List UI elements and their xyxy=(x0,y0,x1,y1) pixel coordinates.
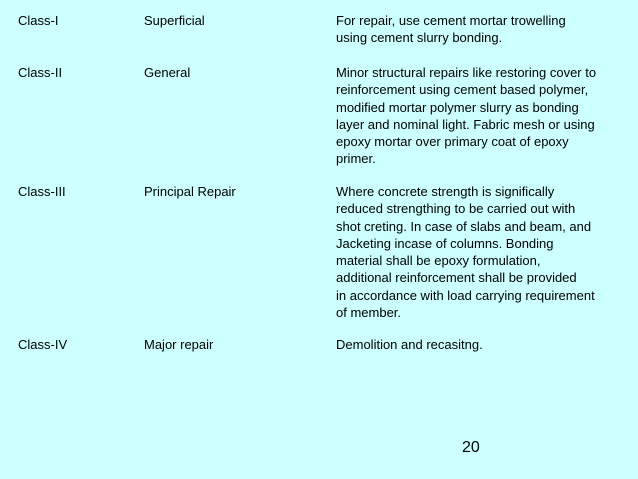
description-line: Jacketing incase of columns. Bonding xyxy=(336,235,554,251)
description-line: material shall be epoxy formulation, xyxy=(336,253,541,269)
class-label: Class-II xyxy=(18,65,63,80)
repair-type: Principal Repair xyxy=(144,184,236,199)
class-label: Class-III xyxy=(18,184,66,199)
description-line: additional reinforcement shall be provided xyxy=(336,270,577,286)
description-line: epoxy mortar over primary coat of epoxy xyxy=(336,134,569,150)
repair-description xyxy=(336,336,483,353)
class-label: Class-I xyxy=(18,13,59,28)
description-line: of member. xyxy=(336,305,402,321)
repair-description xyxy=(336,12,566,47)
description-line: Minor structural repairs like restoring cover to xyxy=(336,65,597,80)
repair-description xyxy=(336,64,596,168)
description-line: primer. xyxy=(336,151,376,167)
repair-type: General xyxy=(144,65,191,80)
description-line: Demolition and recasitng. xyxy=(336,337,483,352)
repair-type: Superficial xyxy=(144,13,205,28)
description-line: shot creting. In case of slabs and beam, and xyxy=(336,218,592,234)
class-label: Class-IV xyxy=(18,337,68,352)
description-line: using cement slurry bonding. xyxy=(336,30,503,46)
description-line: modified mortar polymer slurry as bonding xyxy=(336,99,579,115)
repair-description xyxy=(336,183,595,321)
description-line: reinforcement using cement based polymer, xyxy=(336,82,589,98)
description-line: Where concrete strength is significally xyxy=(336,184,555,199)
description-line: in accordance with load carrying requirement xyxy=(336,287,595,303)
description-line: For repair, use cement mortar trowelling xyxy=(336,13,566,28)
repair-type: Major repair xyxy=(144,337,214,352)
description-line: reduced strengthing to be carried out with xyxy=(336,201,576,217)
page-number: 20 xyxy=(462,439,480,456)
description-line: layer and nominal light. Fabric mesh or using xyxy=(336,116,595,132)
